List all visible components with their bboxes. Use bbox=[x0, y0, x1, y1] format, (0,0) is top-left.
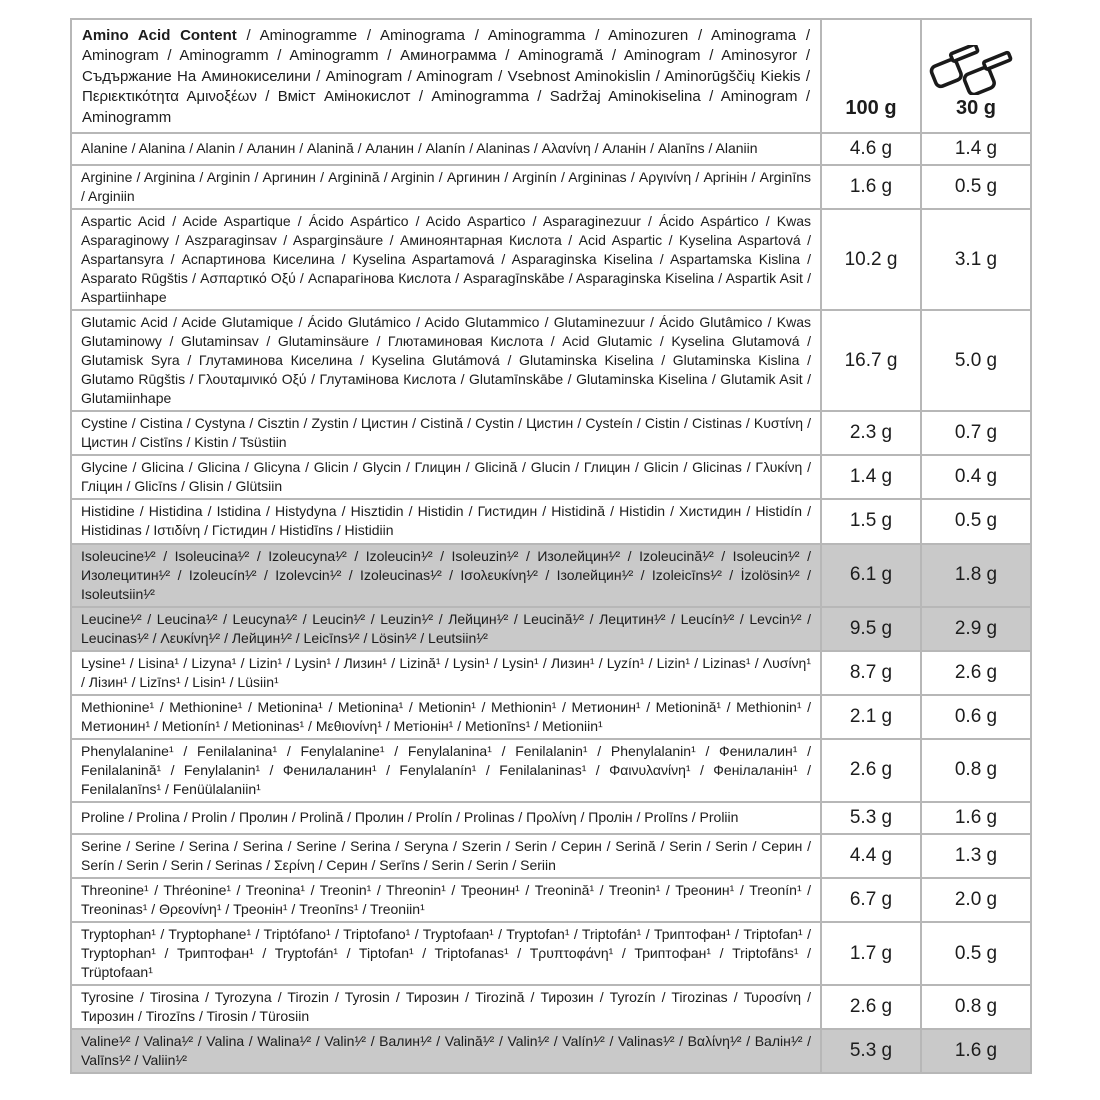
amino-acid-names: Cystine / Cistina / Cystyna / Cisztin / Zystin / Цистин / Cistină / Cystin / Цистин / Cysteín / Cistin / Cistinas / Κυστίνη / Цистин / Cistīns / Kistin / Tsüstiin bbox=[71, 411, 821, 455]
column-header-30g bbox=[921, 19, 1031, 133]
value-per-100g: 6.7 g bbox=[821, 878, 921, 922]
table-row bbox=[71, 165, 1031, 209]
table-row bbox=[71, 133, 1031, 165]
value-per-100g: 1.7 g bbox=[821, 922, 921, 985]
value-per-30g: 2.6 g bbox=[921, 651, 1031, 695]
column-header-30g-label: 30 g bbox=[955, 96, 997, 119]
table-body bbox=[71, 133, 1031, 1073]
amino-acid-names: Tyrosine / Tirosina / Tyrozyna / Tirozin / Tyrosin / Тирозин / Tirozină / Тирозин / Tyrozín / Tirozinas / Τυροσίνη / Тирозин / Tirozīns / Tirosin / Türosiin bbox=[71, 985, 821, 1029]
amino-acid-names: Methionine¹ / Methionine¹ / Metionina¹ / Metionina¹ / Metionin¹ / Methionin¹ / Метионин¹ / Metionină¹ / Methionin¹ / Метионин¹ / Metionín¹ / Metioninas¹ / Μεθιονίνη¹ / Метіонін¹ / Metionīns¹ / Metioniin¹ bbox=[71, 695, 821, 739]
table-row bbox=[71, 607, 1031, 651]
value-per-100g: 5.3 g bbox=[821, 802, 921, 834]
amino-acid-names: Isoleucine¹⁄² / Isoleucina¹⁄² / Izoleucyna¹⁄² / Izoleucin¹⁄² / Isoleuzin¹⁄² / Изолейцин¹⁄² / Izoleucină¹⁄² / Isoleucin¹⁄² / Изолецитин¹⁄² / Izoleucín¹⁄² / Izolevcin¹⁄² / Izoleucinas¹⁄² / Ισολευκίνη¹⁄² / Ізолейцин¹⁄² / Izoleicīns¹⁄² / İzolösin¹⁄² / Isoleutsiin¹⁄² bbox=[71, 544, 821, 607]
table-row bbox=[71, 922, 1031, 985]
table-row bbox=[71, 310, 1031, 411]
value-per-100g: 1.4 g bbox=[821, 455, 921, 499]
amino-acid-names: Threonine¹ / Thréonine¹ / Treonina¹ / Treonin¹ / Threonin¹ / Треонин¹ / Treonină¹ / Treonin¹ / Треонин¹ / Treonín¹ / Treoninas¹ / Θρεονίνη¹ / Треонін¹ / Treonīns¹ / Treoniin¹ bbox=[71, 878, 821, 922]
table-row bbox=[71, 455, 1031, 499]
table-row bbox=[71, 411, 1031, 455]
amino-acid-names: Phenylalanine¹ / Fenilalanina¹ / Fenylalanine¹ / Fenylalanina¹ / Fenilalanin¹ / Phenylalanin¹ / Фенилалин¹ / Fenilalanină¹ / Fenylalanin¹ / Фенилаланин¹ / Fenylalanín¹ / Fenilalaninas¹ / Φαινυλανίνη¹ / Фенілаланін¹ / Fenilalanīns¹ / Fenüülalaniin¹ bbox=[71, 739, 821, 802]
value-per-100g: 1.5 g bbox=[821, 499, 921, 543]
value-per-30g: 2.9 g bbox=[921, 607, 1031, 651]
table-title-bold: Amino Acid Content bbox=[82, 27, 237, 44]
value-per-30g: 3.1 g bbox=[921, 209, 1031, 310]
amino-acid-table-container bbox=[70, 18, 1030, 1074]
value-per-30g: 0.8 g bbox=[921, 985, 1031, 1029]
value-per-100g: 16.7 g bbox=[821, 310, 921, 411]
table-row bbox=[71, 985, 1031, 1029]
amino-acid-names: Lysine¹ / Lisina¹ / Lizyna¹ / Lizin¹ / Lysin¹ / Лизин¹ / Lizină¹ / Lysin¹ / Lysin¹ / Лизин¹ / Lyzín¹ / Lizin¹ / Lizinas¹ / Λυσίνη¹ / Лізин¹ / Lizīns¹ / Lisin¹ / Lüsiin¹ bbox=[71, 651, 821, 695]
amino-acid-names: Valine¹⁄² / Valina¹⁄² / Valina / Walina¹⁄² / Valin¹⁄² / Валин¹⁄² / Valină¹⁄² / Valin¹⁄² / Valín¹⁄² / Valinas¹⁄² / Βαλίνη¹⁄² / Валін¹⁄² / Valīns¹⁄² / Valiin¹⁄² bbox=[71, 1029, 821, 1073]
value-per-30g: 0.8 g bbox=[921, 739, 1031, 802]
table-row bbox=[71, 739, 1031, 802]
amino-acid-names: Aspartic Acid / Acide Aspartique / Ácido Aspártico / Acido Aspartico / Asparaginezuur / Ácido Aspártico / Kwas Asparaginowy / Aszparaginsav / Asparginsäure / Аминоянтарная Кислота / Acid Aspartic / Kyselina Aspartová / Aspartansyra / Аспартинова Киселина / Kyselina Aspartamová / Asparaginska Kiselina / Aspartamska Kislina / Asparato Rūgštis / Ασπαρτικό Οξύ / Аспарагінова Кислота / Asparagīnskābe / Asparaginska Kiselina / Aspartik Asit / Aspartiinhape bbox=[71, 209, 821, 310]
value-per-100g: 8.7 g bbox=[821, 651, 921, 695]
table-header-row bbox=[71, 19, 1031, 133]
amino-acid-table bbox=[70, 18, 1032, 1074]
value-per-30g: 0.5 g bbox=[921, 165, 1031, 209]
table-row bbox=[71, 802, 1031, 834]
value-per-100g: 2.3 g bbox=[821, 411, 921, 455]
value-per-100g: 4.4 g bbox=[821, 834, 921, 878]
value-per-100g: 1.6 g bbox=[821, 165, 921, 209]
value-per-100g: 10.2 g bbox=[821, 209, 921, 310]
amino-acid-names: Leucine¹⁄² / Leucina¹⁄² / Leucyna¹⁄² / Leucin¹⁄² / Leuzin¹⁄² / Лейцин¹⁄² / Leucină¹⁄² / Лецитин¹⁄² / Leucín¹⁄² / Levcin¹⁄² / Leucinas¹⁄² / Λευκίνη¹⁄² / Лейцин¹⁄² / Leicīns¹⁄² / Lösin¹⁄² / Leutsiin¹⁄² bbox=[71, 607, 821, 651]
value-per-30g: 1.6 g bbox=[921, 802, 1031, 834]
value-per-100g: 4.6 g bbox=[821, 133, 921, 165]
column-header-100g-label: 100 g bbox=[845, 96, 897, 119]
amino-acid-names: Glycine / Glicina / Glicina / Glicyna / Glicin / Glycin / Глицин / Glicină / Glucin / Глицин / Glicin / Glicinas / Γλυκίνη / Гліцин / Glicīns / Glisin / Glütsiin bbox=[71, 455, 821, 499]
scoop-icon bbox=[929, 45, 1023, 95]
column-header-100g bbox=[821, 19, 921, 133]
value-per-100g: 9.5 g bbox=[821, 607, 921, 651]
table-row bbox=[71, 209, 1031, 310]
table-title bbox=[71, 19, 821, 133]
value-per-30g: 1.4 g bbox=[921, 133, 1031, 165]
table-row bbox=[71, 651, 1031, 695]
value-per-100g: 6.1 g bbox=[821, 544, 921, 607]
amino-acid-names: Histidine / Histidina / Istidina / Histydyna / Hisztidin / Histidin / Гистидин / Histidină / Histidin / Хистидин / Histidín / Histidinas / Ιστιδίνη / Гістидин / Histidīns / Histidiin bbox=[71, 499, 821, 543]
value-per-30g: 0.6 g bbox=[921, 695, 1031, 739]
table-row bbox=[71, 544, 1031, 607]
table-row bbox=[71, 1029, 1031, 1073]
amino-acid-names: Glutamic Acid / Acide Glutamique / Ácido Glutámico / Acido Glutammico / Glutaminezuur / Ácido Glutâmico / Kwas Glutaminowy / Glutaminsav / Glutaminsäure / Глютаминовая Кислота / Acid Glutamic / Kyselina Glutamová / Glutamisk Syra / Глутаминова Киселина / Kyselina Glutámová / Glutaminska Kiselina / Glutaminska Kislina / Glutamo Rūgštis / Γλουταμινικό Οξύ / Глутамінова Кислота / Glutamīnskābe / Glutaminska Kiselina / Glutamik Asit / Glutamiinhape bbox=[71, 310, 821, 411]
table-row bbox=[71, 499, 1031, 543]
value-per-100g: 5.3 g bbox=[821, 1029, 921, 1073]
value-per-30g: 1.3 g bbox=[921, 834, 1031, 878]
value-per-30g: 0.4 g bbox=[921, 455, 1031, 499]
value-per-30g: 0.5 g bbox=[921, 922, 1031, 985]
value-per-30g: 0.7 g bbox=[921, 411, 1031, 455]
amino-acid-names: Tryptophan¹ / Tryptophane¹ / Triptófano¹ / Triptofano¹ / Tryptofaan¹ / Tryptofan¹ / Triptofán¹ / Триптофан¹ / Triptofan¹ / Tryptophan¹ / Триптофан¹ / Tryptofán¹ / Tiptofan¹ / Triptofanas¹ / Τρυπτοφάνη¹ / Триптофан¹ / Triptofāns¹ / Trüptofaan¹ bbox=[71, 922, 821, 985]
value-per-30g: 0.5 g bbox=[921, 499, 1031, 543]
value-per-100g: 2.6 g bbox=[821, 739, 921, 802]
value-per-100g: 2.1 g bbox=[821, 695, 921, 739]
amino-acid-names: Serine / Serine / Serina / Serina / Serine / Serina / Seryna / Szerin / Serin / Серин / Serină / Serin / Serin / Серин / Serín / Serin / Serin / Serinas / Σερίνη / Серин / Serīns / Serin / Serin / Seriin bbox=[71, 834, 821, 878]
value-per-30g: 5.0 g bbox=[921, 310, 1031, 411]
amino-acid-names: Arginine / Arginina / Arginin / Аргинин / Arginină / Arginin / Аргинин / Arginín / Argininas / Αργινίνη / Аргінін / Arginīns / Arginiin bbox=[71, 165, 821, 209]
value-per-30g: 2.0 g bbox=[921, 878, 1031, 922]
table-row bbox=[71, 878, 1031, 922]
value-per-100g: 2.6 g bbox=[821, 985, 921, 1029]
table-row bbox=[71, 695, 1031, 739]
table-title-translations: / Aminogramme / Aminograma / Aminogramma / Aminozuren / Aminograma / Aminogram / Aminogramm / Aminogramm / Аминограмма / Aminogramă / Aminogram / Aminosyror / Съдържание На Аминокиселини / Aminogram / Aminogram / Vsebnost Aminokislin / Aminorūgščių Kiekis / Περιεκτικότητα Αμινοξέων / Вміст Амінокислот / Aminogramma / Sadržaj Aminokiselina / Aminogram / Aminogramm bbox=[82, 27, 810, 126]
amino-acid-names: Alanine / Alanina / Alanin / Аланин / Alanină / Аланин / Alanín / Alaninas / Αλανίνη / Аланін / Alanīns / Alaniin bbox=[71, 133, 821, 165]
value-per-30g: 1.6 g bbox=[921, 1029, 1031, 1073]
value-per-30g: 1.8 g bbox=[921, 544, 1031, 607]
amino-acid-names: Proline / Prolina / Prolin / Пролин / Prolină / Пролин / Prolín / Prolinas / Προλίνη / Пролін / Prolīns / Proliin bbox=[71, 802, 821, 834]
table-row bbox=[71, 834, 1031, 878]
